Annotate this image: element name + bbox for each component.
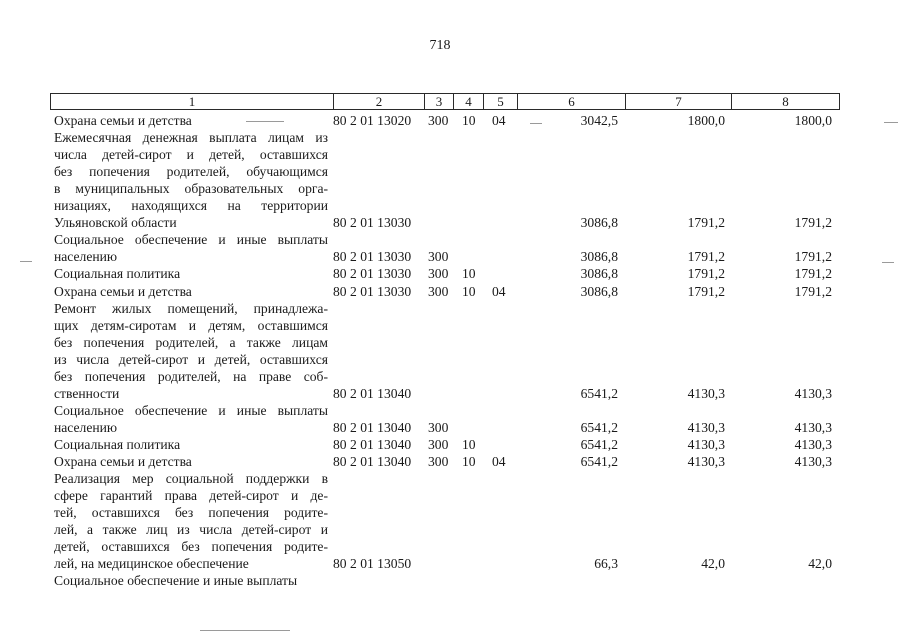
scan-mark [246,121,284,122]
row-col-7: 1791,2 [687,283,725,299]
row-code: 80 2 01 13030 [333,215,412,231]
page-number: 718 [429,38,451,53]
row-col-6: 66,3 [594,556,618,572]
row-col-6: 6541,2 [580,419,618,435]
row-col-7: 1791,2 [687,215,725,231]
row-description-line: лей, а также лиц из числа детей-сирот и [54,522,328,538]
row-col-4: 10 [462,266,476,282]
row-col-5: 04 [492,283,506,299]
header-col-2: 2 [334,94,425,109]
row-description-line: Ремонт жилых помещений, принадлежа- [54,300,328,316]
row-description-line: числа детей-сирот и детей, оставшихся [54,147,328,163]
row-col-6: 3086,8 [580,249,618,265]
row-col-3: 300 [428,283,449,299]
row-col-6: 3086,8 [580,215,618,231]
row-code: 80 2 01 13040 [333,436,412,452]
header-col-3: 3 [425,94,454,109]
header-col-1: 1 [51,94,334,109]
row-description-line: населению [54,249,118,265]
row-col-3: 300 [428,266,449,282]
row-description-line: без попечения родителей, на праве соб- [54,368,328,384]
row-code: 80 2 01 13040 [333,385,412,401]
row-col-8: 4130,3 [794,419,832,435]
header-col-4: 4 [454,94,484,109]
row-col-8: 1791,2 [794,283,832,299]
row-description-line: Ульяновской области [54,215,177,231]
row-col-6: 6541,2 [580,436,618,452]
row-col-7: 1791,2 [687,249,725,265]
row-description-line: Охрана семьи и детства [54,454,192,469]
row-col-4: 10 [462,283,476,299]
row-code: 80 2 01 13020 [333,113,412,128]
row-col-7: 1791,2 [687,266,725,282]
row-code: 80 2 01 13030 [333,249,412,265]
row-description-line: Охрана семьи и детства [54,113,192,128]
scan-mark [530,123,542,124]
table-header [50,93,840,110]
row-col-6: 6541,2 [580,385,618,401]
row-description-line: Социальное обеспечение и иные выплаты [54,573,298,589]
row-col-8: 4130,3 [794,385,832,401]
row-col-3: 300 [428,113,449,128]
row-col-4: 10 [462,113,476,128]
row-col-7: 4130,3 [687,436,725,452]
row-description-line: Социальная политика [54,436,181,452]
scan-mark [20,261,32,262]
row-description-line: Ежемесячная денежная выплата лицам из [54,130,328,146]
row-code: 80 2 01 13050 [333,556,412,572]
row-col-8: 4130,3 [794,454,832,469]
row-code: 80 2 01 13030 [333,283,412,299]
row-col-6: 3086,8 [580,266,618,282]
row-description-line: Социальное обеспечение и иные выплаты [54,232,328,248]
row-description-line: детей, оставшихся без попечения родите- [54,539,328,555]
row-col-7: 4130,3 [687,419,725,435]
row-col-3: 300 [428,419,449,435]
row-description-line: низациях, находящихся на территории [54,198,328,214]
row-code: 80 2 01 13030 [333,266,412,282]
row-col-6: 6541,2 [580,454,618,469]
row-col-7: 1800,0 [687,113,725,128]
row-col-8: 1791,2 [794,266,832,282]
row-col-3: 300 [428,436,449,452]
scan-mark [884,122,898,123]
row-col-8: 4130,3 [794,436,832,452]
row-col-7: 42,0 [701,556,725,572]
row-col-8: 1791,2 [794,215,832,231]
header-col-6: 6 [518,94,626,109]
row-col-8: 42,0 [808,556,832,572]
scan-mark [882,262,894,263]
row-col-4: 10 [462,436,476,452]
row-col-3: 300 [428,454,449,469]
row-col-6: 3042,5 [580,113,618,128]
row-description-line: Реализация мер социальной поддержки в [54,471,328,487]
row-description-line: лей, на медицинское обеспечение [54,556,249,572]
row-description-line: щих детям-сиротам и детям, оставшимся [54,317,328,333]
row-col-4: 10 [462,454,476,469]
row-col-5: 04 [492,454,506,469]
row-description-line: из числа детей-сирот и детей, оставшихся [54,351,328,367]
row-code: 80 2 01 13040 [333,419,412,435]
row-col-8: 1791,2 [794,249,832,265]
header-col-7: 7 [626,94,732,109]
row-col-3: 300 [428,249,449,265]
row-col-7: 4130,3 [687,454,725,469]
row-description-line: Социальное обеспечение и иные выплаты [54,402,328,418]
row-description-line: ственности [54,385,120,401]
row-col-5: 04 [492,113,506,128]
row-col-7: 4130,3 [687,385,725,401]
row-description-line: в муниципальных образовательных орга- [54,181,328,197]
row-description-line: сфере гарантий права детей-сирот и де- [54,488,328,504]
row-description-line: населению [54,419,118,435]
row-code: 80 2 01 13040 [333,454,412,469]
header-col-5: 5 [484,94,518,109]
header-col-8: 8 [782,94,789,109]
scan-mark [200,630,290,631]
row-col-6: 3086,8 [580,283,618,299]
row-description-line: Охрана семьи и детства [54,283,192,299]
row-description-line: без попечения родителей, обучающимся [54,164,328,180]
row-description-line: Социальная политика [54,266,181,282]
row-col-8: 1800,0 [794,113,832,128]
row-description-line: тей, оставшихся без попечения родите- [54,505,328,521]
row-description-line: без попечения родителей, а также лицам [54,334,328,350]
